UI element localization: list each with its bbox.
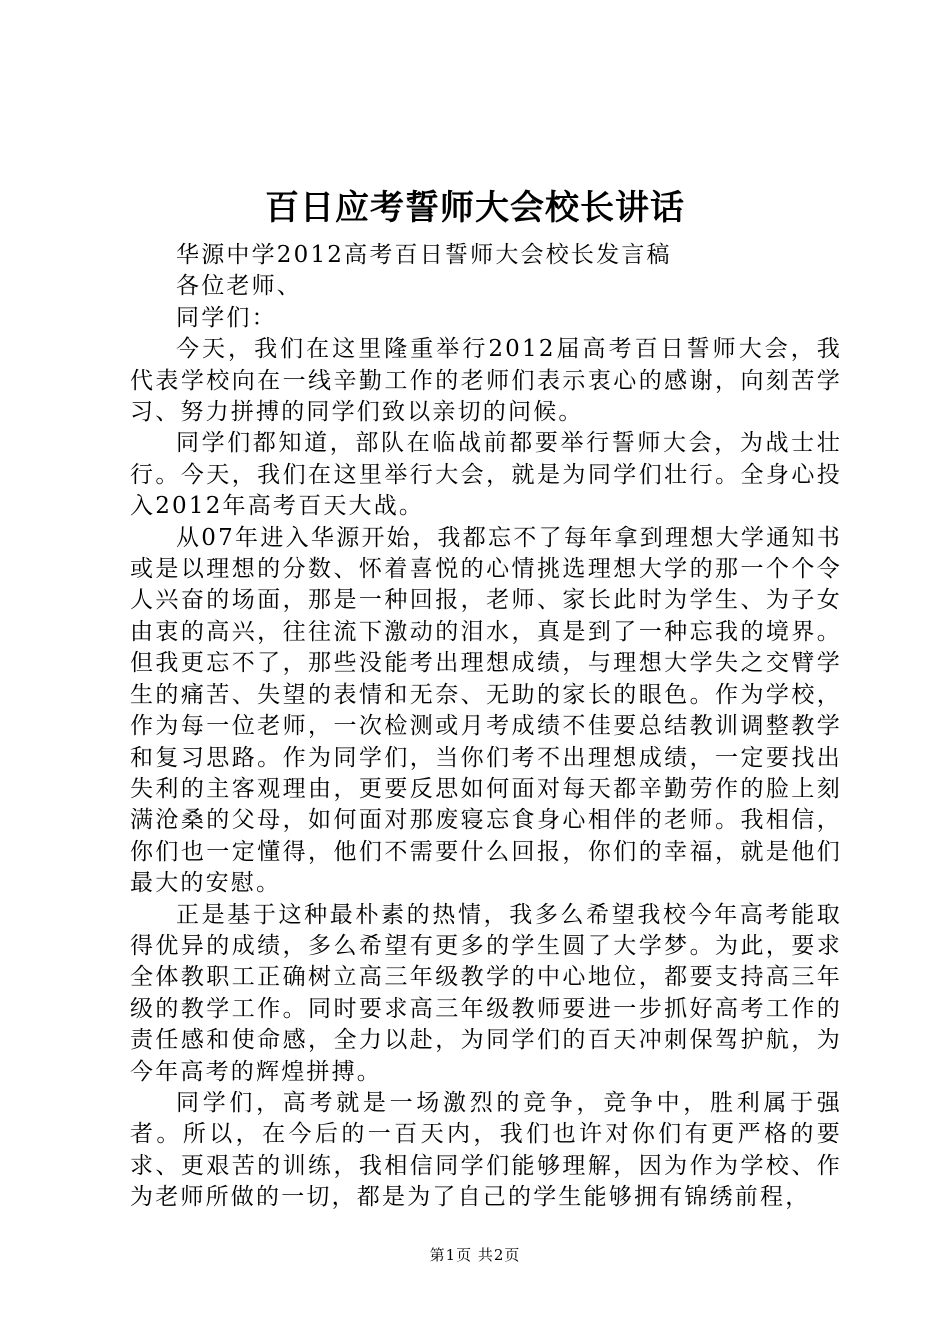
body-paragraph: 正是基于这种最朴素的热情，我多么希望我校今年高考能取得优异的成绩，多么希望有更多的学生圆了大学梦。为此，要求全体教职工正确树立高三年级教学的中心地位，都要支持高三年级的教学工作。同时要求高三年级教师要进一步抓好高考工作的责任感和使命感，全力以赴，为同学们的百天冲刺保驾护航，为今年高考的辉煌拼搏。 <box>130 901 842 1085</box>
page-number-footer: 第1页 共2页 <box>429 1246 521 1264</box>
salutation-students: 同学们： <box>176 304 277 331</box>
body-paragraph: 从07年进入华源开始，我都忘不了每年拿到理想大学通知书或是以理想的分数、怀着喜悦的心情挑选理想大学的那一个个令人兴奋的场面，那是一种回报，老师、家长此时为学生、为子女由衷的高兴，往往流下激动的泪水，真是到了一种忘我的境界。但我更忘不了，那些没能考出理想成绩，与理想大学失之交臂学生的痛苦、失望的表情和无奈、无助的家长的眼色。作为学校，作为每一位老师，一次检测或月考成绩不佳要总结教训调整教学和复习思路。作为同学们，当你们考不出理想成绩，一定要找出失利的主客观理由，更要反思如何面对每天都辛勤劳作的脸上刻满沧桑的父母，如何面对那废寝忘食身心相伴的老师。我相信，你们也一定懂得，他们不需要什么回报，你们的幸福，就是他们最大的安慰。 <box>130 524 842 897</box>
body-paragraph: 同学们，高考就是一场激烈的竞争，竞争中，胜利属于强者。所以，在今后的一百天内，我们也许对你们有更严格的要求、更艰苦的训练，我相信同学们能够理解，因为作为学校、作为老师所做的一切，都是为了自己的学生能够拥有锦绣前程， <box>130 1089 842 1211</box>
body-paragraph: 今天，我们在这里隆重举行2012届高考百日誓师大会，我代表学校向在一线辛勤工作的老师们表示衷心的感谢，向刻苦学习、努力拼搏的同学们致以亲切的问候。 <box>130 336 842 426</box>
document-title: 百日应考誓师大会校长讲话 <box>265 188 685 228</box>
salutation-teachers: 各位老师、 <box>176 273 302 300</box>
document-body <box>130 240 842 1214</box>
subtitle-paragraph: 华源中学2012高考百日誓师大会校长发言稿 <box>176 242 672 268</box>
body-paragraph: 同学们都知道，部队在临战前都要举行誓师大会，为战士壮行。今天，我们在这里举行大会，就是为同学们壮行。全身心投入2012年高考百天大战。 <box>130 430 842 520</box>
